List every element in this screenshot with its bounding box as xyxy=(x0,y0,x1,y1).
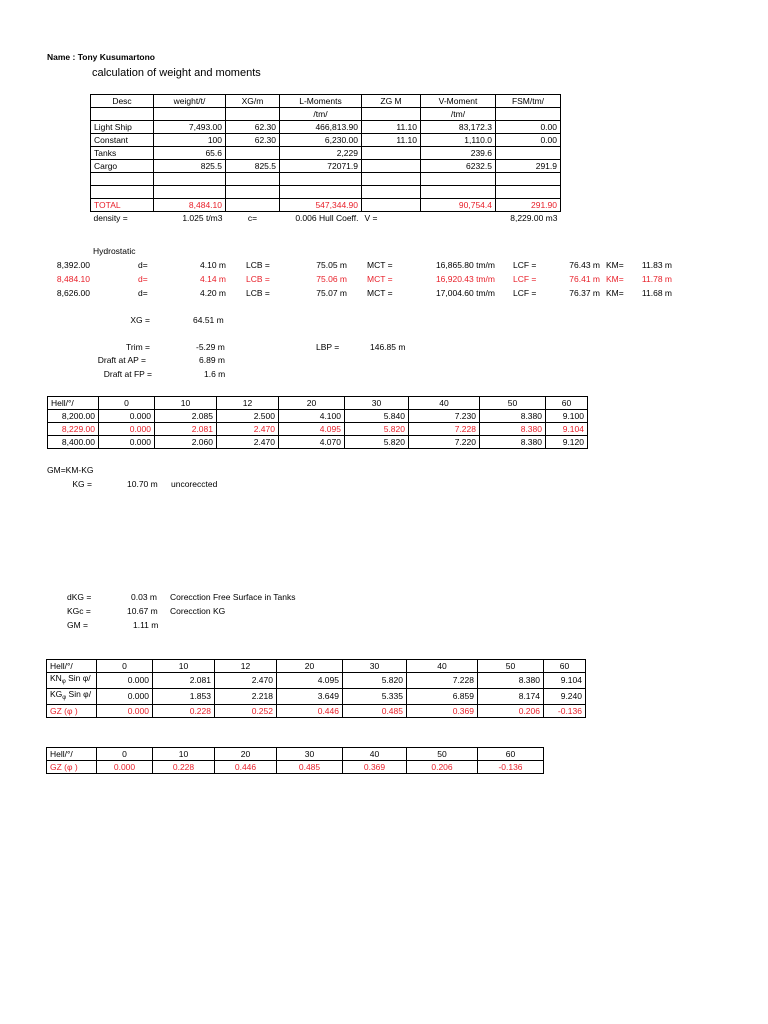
table-cell: 2.060 xyxy=(155,436,217,449)
dkg-note: Corecction Free Surface in Tanks xyxy=(170,592,296,602)
table-cell xyxy=(421,186,496,199)
table-cell: -0.136 xyxy=(478,761,544,774)
unit-cell xyxy=(91,108,154,121)
table-cell: Constant xyxy=(91,134,154,147)
total-cell xyxy=(362,199,421,212)
hydrostatic-lcf: 76.43 m xyxy=(569,260,600,270)
hydrostatic-lcf-label: LCF = xyxy=(513,260,537,270)
row-label-suffix: Sin φ/ xyxy=(66,689,92,699)
kg-label: KG = xyxy=(72,479,92,489)
table-row xyxy=(91,121,561,134)
gm-value: 1.11 m xyxy=(133,620,159,630)
table-cell: Cargo xyxy=(91,160,154,173)
table-cell: 2.470 xyxy=(217,423,279,436)
table-cell: 7.220 xyxy=(409,436,480,449)
units-row xyxy=(91,108,561,121)
table-cell xyxy=(362,173,421,186)
table-cell: 466,813.90 xyxy=(280,121,362,134)
table-cell: 8.380 xyxy=(478,673,544,689)
table-cell xyxy=(421,173,496,186)
column-header: 12 xyxy=(217,397,279,410)
table-cell: 0.369 xyxy=(343,761,407,774)
hydrostatic-lcb-label: LCB = xyxy=(246,274,270,284)
table-cell: 9.104 xyxy=(546,423,588,436)
kgc-label: KGc = xyxy=(67,606,91,616)
table-cell xyxy=(362,186,421,199)
hydrostatic-lcf: 76.41 m xyxy=(569,274,600,284)
column-header: 12 xyxy=(215,660,277,673)
table-cell: 0.485 xyxy=(277,761,343,774)
table-cell xyxy=(280,173,362,186)
table-cell: 239.6 xyxy=(421,147,496,160)
table-cell: 62.30 xyxy=(226,134,280,147)
table-cell xyxy=(226,173,280,186)
dkg-value: 0.03 m xyxy=(131,592,157,602)
table-cell: 0.000 xyxy=(99,410,155,423)
density-row xyxy=(91,212,561,225)
column-header: 30 xyxy=(343,660,407,673)
kgc-note: Corecction KG xyxy=(170,606,226,616)
row-label-text: GZ (φ ) xyxy=(50,705,78,716)
table-header-row xyxy=(48,397,588,410)
hydrostatic-d: 4.20 m xyxy=(200,288,226,298)
column-header: XG/m xyxy=(226,95,280,108)
total-row xyxy=(91,199,561,212)
table-cell: 7.230 xyxy=(409,410,480,423)
table-cell: 825.5 xyxy=(154,160,226,173)
total-cell xyxy=(226,199,280,212)
column-header: 10 xyxy=(153,748,215,761)
table-row xyxy=(91,173,561,186)
table-cell: 0.206 xyxy=(478,705,544,718)
table-cell xyxy=(154,173,226,186)
table-cell: 8.380 xyxy=(480,436,546,449)
c-label: c= xyxy=(226,212,280,225)
density-label: density = xyxy=(91,212,154,225)
column-header: ZG M xyxy=(362,95,421,108)
author-name: Name : Tony Kusumartono xyxy=(47,52,155,62)
table-cell xyxy=(91,173,154,186)
hull-coeff: 0.006 Hull Coeff. xyxy=(280,212,362,225)
table-cell: 0.000 xyxy=(97,761,153,774)
table-cell: 62.30 xyxy=(226,121,280,134)
column-header: 40 xyxy=(343,748,407,761)
hydrostatic-lcf-label: LCF = xyxy=(513,274,537,284)
table-cell: 4.095 xyxy=(277,673,343,689)
dkg-label: dKG = xyxy=(67,592,92,602)
column-header: 0 xyxy=(97,660,153,673)
table-cell: 5.820 xyxy=(345,436,409,449)
column-header: 30 xyxy=(345,397,409,410)
lbp-label: LBP = xyxy=(316,342,340,352)
table-cell: 8.174 xyxy=(478,689,544,705)
table-cell: 8.380 xyxy=(480,410,546,423)
table-cell: 0.228 xyxy=(153,705,215,718)
table-cell: 7.228 xyxy=(407,673,478,689)
hydrostatic-mct: 16,865.80 tm/m xyxy=(435,260,495,270)
draft-fp-label: Draft at FP = xyxy=(103,369,152,379)
unit-cell xyxy=(362,108,421,121)
row-label-suffix: Sin φ/ xyxy=(65,673,91,683)
table-cell: 2.470 xyxy=(217,436,279,449)
draft-ap-value: 6.89 m xyxy=(199,355,225,365)
column-header: Hell/°/ xyxy=(47,660,97,673)
table-cell: 1,110.0 xyxy=(421,134,496,147)
table-cell: 0.485 xyxy=(343,705,407,718)
hydrostatic-disp: 8,392.00 xyxy=(56,260,90,270)
column-header: 10 xyxy=(155,397,217,410)
table-cell: 0.000 xyxy=(99,436,155,449)
displacement-cell: 8,400.00 xyxy=(48,436,99,449)
draft-ap-label: Draft at AP = xyxy=(97,355,146,365)
table-row xyxy=(47,689,586,705)
table-cell: 6.859 xyxy=(407,689,478,705)
column-header: 50 xyxy=(407,748,478,761)
table-cell: 9.100 xyxy=(546,410,588,423)
density-value: 1.025 t/m3 xyxy=(154,212,226,225)
table-cell: GZ (φ ) xyxy=(47,761,97,774)
table-cell: 11.10 xyxy=(362,134,421,147)
hydrostatic-label: Hydrostatic xyxy=(93,246,136,256)
table-cell: 0.00 xyxy=(496,134,561,147)
column-header: 10 xyxy=(153,660,215,673)
hydrostatic-lcb: 75.06 m xyxy=(316,274,347,284)
column-header: 20 xyxy=(277,660,343,673)
unit-cell: /tm/ xyxy=(421,108,496,121)
hydrostatic-lcb-label: LCB = xyxy=(246,260,270,270)
column-header: weight/t/ xyxy=(154,95,226,108)
table-cell: 1.853 xyxy=(153,689,215,705)
hydrostatic-lcf: 76.37 m xyxy=(569,288,600,298)
lbp-value: 146.85 m xyxy=(370,342,406,352)
hydrostatic-mct-label: MCT = xyxy=(367,288,393,298)
hydrostatic-km-label: KM= xyxy=(606,260,624,270)
kgc-value: 10.67 m xyxy=(127,606,158,616)
table-cell: Light Ship xyxy=(91,121,154,134)
column-header: 60 xyxy=(544,660,586,673)
hydrostatic-d-label: d= xyxy=(138,260,148,270)
hydrostatic-d: 4.10 m xyxy=(200,260,226,270)
column-header: 20 xyxy=(215,748,277,761)
hydrostatic-disp: 8,484.10 xyxy=(56,274,90,284)
column-header: 50 xyxy=(478,660,544,673)
total-cell: 8,484.10 xyxy=(154,199,226,212)
table-cell: 3.649 xyxy=(277,689,343,705)
column-header: L-Moments xyxy=(280,95,362,108)
table-cell: Tanks xyxy=(91,147,154,160)
column-header: 30 xyxy=(277,748,343,761)
xg-label: XG = xyxy=(130,315,150,325)
table-cell: 100 xyxy=(154,134,226,147)
table-cell xyxy=(496,173,561,186)
table-cell xyxy=(362,147,421,160)
weights-table xyxy=(90,94,561,224)
displacement-cell: 8,229.00 xyxy=(48,423,99,436)
row-label-text: KN xyxy=(50,673,62,683)
table-cell: -0.136 xyxy=(544,705,586,718)
table-cell: 5.820 xyxy=(345,423,409,436)
table-cell: 2.085 xyxy=(155,410,217,423)
row-label xyxy=(47,705,97,718)
draft-fp-value: 1.6 m xyxy=(204,369,226,379)
table-cell: 0.446 xyxy=(215,761,277,774)
column-header: 50 xyxy=(480,397,546,410)
trim-value: -5.29 m xyxy=(196,342,225,352)
table-cell xyxy=(226,147,280,160)
table-cell xyxy=(91,186,154,199)
total-cell: 90,754.4 xyxy=(421,199,496,212)
table-cell: 0.00 xyxy=(496,121,561,134)
hydrostatic-km: 11.68 m xyxy=(641,288,672,298)
table-row xyxy=(47,705,586,718)
hydrostatic-lcf-label: LCF = xyxy=(513,288,537,298)
row-label xyxy=(47,689,97,705)
volume-value: 8,229.00 m3 xyxy=(421,212,561,225)
table-cell: 65.6 xyxy=(154,147,226,160)
gm-label: GM = xyxy=(67,620,89,630)
table-row xyxy=(47,673,586,689)
hydrostatic-d-label: d= xyxy=(138,274,148,284)
unit-cell xyxy=(226,108,280,121)
table-cell: 5.840 xyxy=(345,410,409,423)
hydrostatic-km-label: KM= xyxy=(606,288,624,298)
total-cell: 291.90 xyxy=(496,199,561,212)
table-cell: 2.081 xyxy=(155,423,217,436)
table-cell xyxy=(226,186,280,199)
table-cell: 2,229 xyxy=(280,147,362,160)
row-label-text: KG xyxy=(50,689,63,699)
kg-note: uncoreccted xyxy=(171,479,218,489)
table-header-row xyxy=(47,660,586,673)
hydrostatic-disp: 8,626.00 xyxy=(56,288,90,298)
table-cell: 291.9 xyxy=(496,160,561,173)
table-cell: 0.446 xyxy=(277,705,343,718)
table-cell: 0.228 xyxy=(153,761,215,774)
table-cell: 11.10 xyxy=(362,121,421,134)
column-header: 60 xyxy=(546,397,588,410)
hydrostatic-km: 11.83 m xyxy=(641,260,672,270)
table-cell xyxy=(496,186,561,199)
table-cell xyxy=(362,160,421,173)
table-cell: 72071.9 xyxy=(280,160,362,173)
kg-value: 10.70 m xyxy=(127,479,158,489)
table-cell: 6232.5 xyxy=(421,160,496,173)
hydrostatic-lcb: 75.07 m xyxy=(316,288,347,298)
table-row xyxy=(91,134,561,147)
table-cell: 5.820 xyxy=(343,673,407,689)
hydrostatic-lcb-label: LCB = xyxy=(246,288,270,298)
table-row xyxy=(91,147,561,160)
table-header-row xyxy=(47,748,544,761)
table-cell: 0.369 xyxy=(407,705,478,718)
trim-label: Trim = xyxy=(125,342,150,352)
table-cell: 2.081 xyxy=(153,673,215,689)
table-cell: 9.120 xyxy=(546,436,588,449)
table-cell: 7.228 xyxy=(409,423,480,436)
column-header: 60 xyxy=(478,748,544,761)
table-header-row xyxy=(91,95,561,108)
hydrostatic-lcb: 75.05 m xyxy=(316,260,347,270)
table-cell: 825.5 xyxy=(226,160,280,173)
column-header: 20 xyxy=(279,397,345,410)
column-header: 40 xyxy=(407,660,478,673)
hydrostatic-d-label: d= xyxy=(138,288,148,298)
table-cell: 7,493.00 xyxy=(154,121,226,134)
table-cell: 2.500 xyxy=(217,410,279,423)
xg-value: 64.51 m xyxy=(193,315,224,325)
column-header: 0 xyxy=(99,397,155,410)
unit-cell xyxy=(496,108,561,121)
total-cell: TOTAL xyxy=(91,199,154,212)
table-cell: 8.380 xyxy=(480,423,546,436)
table-cell: 0.000 xyxy=(97,705,153,718)
hydrostatic-mct: 16,920.43 tm/m xyxy=(435,274,495,284)
gz-summary-table xyxy=(46,747,544,774)
column-header: Hell/°/ xyxy=(47,748,97,761)
table-row xyxy=(48,423,588,436)
gz-row xyxy=(47,761,544,774)
table-cell: 0.000 xyxy=(97,673,153,689)
table-cell xyxy=(496,147,561,160)
page-title: calculation of weight and moments xyxy=(92,67,261,79)
column-header: Desc xyxy=(91,95,154,108)
table-cell: 9.240 xyxy=(544,689,586,705)
displacement-cell: 8,200.00 xyxy=(48,410,99,423)
table-cell: 2.470 xyxy=(215,673,277,689)
table-cell xyxy=(280,186,362,199)
table-cell: 83,172.3 xyxy=(421,121,496,134)
kn-table xyxy=(47,396,588,449)
table-cell: 0.252 xyxy=(215,705,277,718)
table-cell: 0.000 xyxy=(97,689,153,705)
hydrostatic-mct-label: MCT = xyxy=(367,274,393,284)
table-cell xyxy=(154,186,226,199)
table-cell: 6,230.00 xyxy=(280,134,362,147)
table-cell: 5.335 xyxy=(343,689,407,705)
table-cell: 2.218 xyxy=(215,689,277,705)
column-header: Hell/°/ xyxy=(48,397,99,410)
gz-table xyxy=(46,659,586,718)
column-header: V-Moment xyxy=(421,95,496,108)
hydrostatic-km-label: KM= xyxy=(606,274,624,284)
hydrostatic-km: 11.78 m xyxy=(641,274,672,284)
column-header: 0 xyxy=(97,748,153,761)
column-header: FSM/tm/ xyxy=(496,95,561,108)
hydrostatic-mct-label: MCT = xyxy=(367,260,393,270)
column-header: 40 xyxy=(409,397,480,410)
v-label: V = xyxy=(362,212,421,225)
table-row xyxy=(91,186,561,199)
table-cell: 0.000 xyxy=(99,423,155,436)
table-cell: 0.206 xyxy=(407,761,478,774)
table-row xyxy=(48,410,588,423)
hydrostatic-d: 4.14 m xyxy=(200,274,226,284)
table-cell: 4.095 xyxy=(279,423,345,436)
unit-cell: /tm/ xyxy=(280,108,362,121)
table-row xyxy=(48,436,588,449)
table-cell: 9.104 xyxy=(544,673,586,689)
table-cell: 4.100 xyxy=(279,410,345,423)
hydrostatic-mct: 17,004.60 tm/m xyxy=(435,288,495,298)
table-row xyxy=(91,160,561,173)
row-label-subscript: φ xyxy=(62,695,67,701)
gm-formula: GM=KM-KG xyxy=(47,465,94,475)
unit-cell xyxy=(154,108,226,121)
table-cell: 4.070 xyxy=(279,436,345,449)
row-label xyxy=(47,673,97,689)
row-label-subscript: φ xyxy=(61,679,66,685)
total-cell: 547,344.90 xyxy=(280,199,362,212)
